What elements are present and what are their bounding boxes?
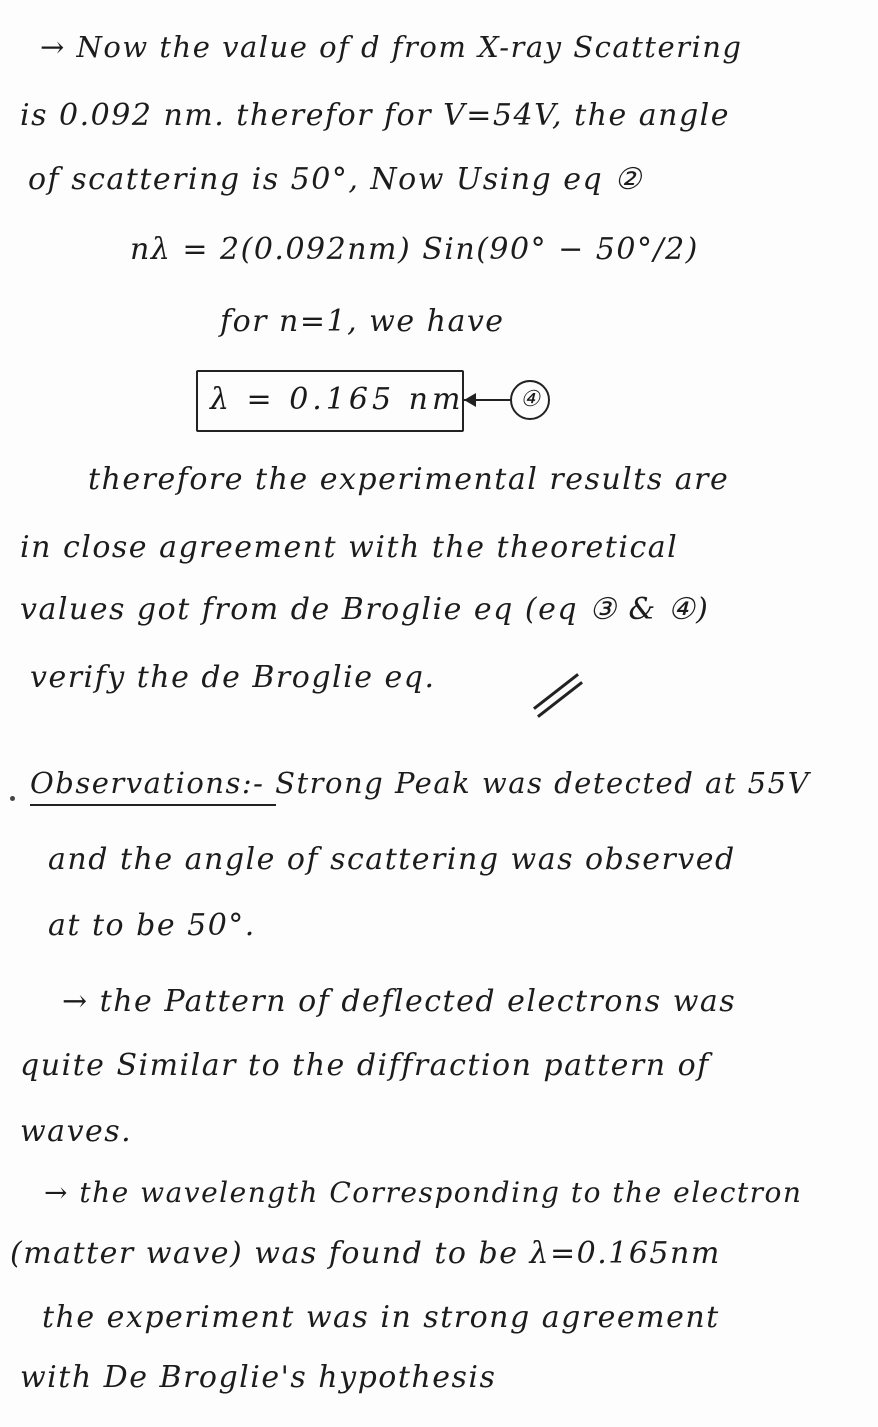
text-line-13: and the angle of scattering was observed — [48, 842, 736, 877]
observations-heading: Observations:- Strong Peak was detected at 55V — [30, 766, 811, 800]
arrowhead-icon — [464, 393, 476, 407]
boxed-result — [196, 370, 464, 432]
text-line-3: of scattering is 50°, Now Using eq ② — [28, 162, 643, 197]
boxed-result-text: λ = 0.165 nm — [210, 382, 465, 417]
text-line-5: for n=1, we have — [220, 304, 505, 339]
equation-number: ④ — [510, 380, 550, 420]
text-line-16: quite Similar to the diffraction pattern of — [20, 1048, 710, 1083]
text-line-2: is 0.092 nm. therefor for V=54V, the angle — [20, 98, 730, 133]
text-line-9: in close agreement with the theoretical — [20, 530, 679, 565]
text-line-15: → the Pattern of deflected electrons was — [62, 984, 737, 1019]
text-line-10: values got from de Broglie eq (eq ③ & ④) — [20, 592, 710, 627]
text-line-11: verify the de Broglie eq. — [30, 660, 436, 695]
text-line-20: the experiment was in strong agreement — [42, 1300, 720, 1335]
text-line-1: → Now the value of d from X-ray Scattering — [40, 30, 743, 64]
bullet-dot — [10, 796, 15, 801]
heading-underline — [30, 804, 276, 806]
text-line-17: waves. — [20, 1114, 133, 1149]
equation-reference — [464, 380, 584, 420]
text-line-19: (matter wave) was found to be λ=0.165nm — [10, 1236, 721, 1271]
text-line-14: at to be 50°. — [48, 908, 256, 943]
text-line-8: therefore the experimental results are — [88, 462, 730, 497]
text-line-18: → the wavelength Corresponding to the electron — [44, 1176, 803, 1209]
equation-line: nλ = 2(0.092nm) Sin(90° − 50°/2) — [130, 232, 699, 267]
text-line-21: with De Broglie's hypothesis — [20, 1360, 497, 1395]
